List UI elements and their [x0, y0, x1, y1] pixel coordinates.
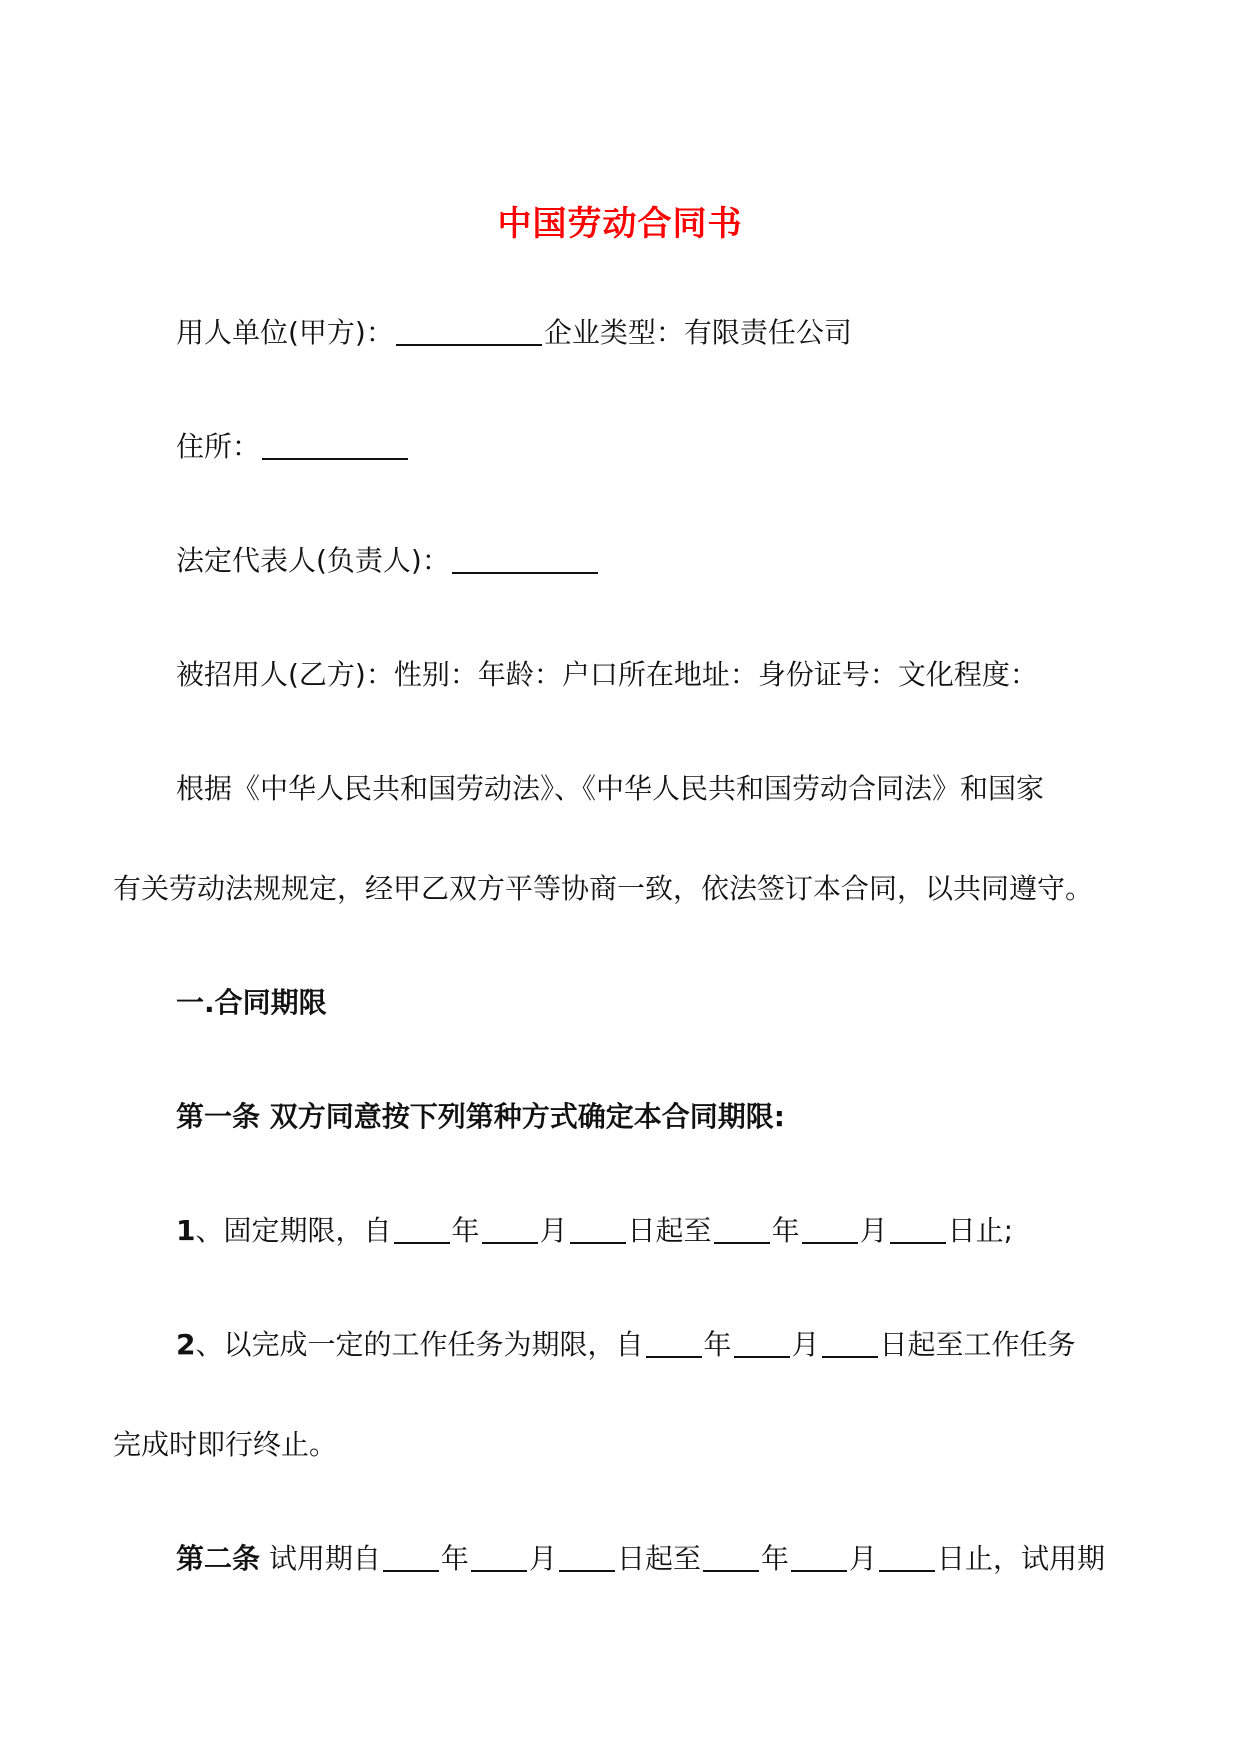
article-2-end-month-blank[interactable] [791, 1540, 847, 1572]
article-2-end-month-label: 月 [848, 1542, 877, 1575]
item-1-end-year-label: 年 [771, 1214, 800, 1247]
item-2 [176, 1325, 1076, 1365]
article-2 [176, 1539, 1105, 1579]
item-2-tail: 日起至工作任务 [879, 1328, 1076, 1361]
item-1-start-year-blank[interactable] [394, 1212, 450, 1244]
article-2-lead: 试用期自 [260, 1542, 381, 1575]
address-label: 住所： [176, 430, 261, 463]
item-2-month-blank[interactable] [734, 1326, 790, 1358]
article-2-start-day-blank[interactable] [559, 1540, 615, 1572]
item-1-start-day-blank[interactable] [570, 1212, 626, 1244]
item-1-day-end-label: 日止; [947, 1214, 1014, 1247]
address-line [176, 427, 410, 467]
document-title: 中国劳动合同书 [497, 204, 743, 244]
employee-line: 被招用人(乙方)：性别：年龄：户口所在地址：身份证号：文化程度： [176, 658, 1038, 691]
item-1-day-from-label: 日起至 [627, 1214, 712, 1247]
item-1-end-month-blank[interactable] [802, 1212, 858, 1244]
article-1-heading: 第一条 双方同意按下列第种方式确定本合同期限: [176, 1100, 785, 1133]
employer-blank[interactable] [396, 314, 542, 346]
employer-label: 用人单位(甲方)： [176, 316, 394, 349]
article-2-day-from-label: 日起至 [616, 1542, 701, 1575]
enterprise-type-label: 企业类型： [543, 316, 684, 349]
item-1-end-month-label: 月 [859, 1214, 888, 1247]
enterprise-type-value: 有限责任公司 [683, 316, 852, 349]
article-2-tail: 日止，试用期 [937, 1542, 1106, 1575]
article-2-end-year-label: 年 [760, 1542, 789, 1575]
item-1 [176, 1211, 1013, 1251]
item-2-continuation: 完成时即行终止。 [113, 1428, 338, 1461]
article-2-month-label: 月 [528, 1542, 557, 1575]
item-2-month-label: 月 [791, 1328, 820, 1361]
article-2-end-year-blank[interactable] [703, 1540, 759, 1572]
item-2-day-blank[interactable] [822, 1326, 878, 1358]
legal-rep-label: 法定代表人(负责人)： [176, 544, 450, 577]
item-2-year-label: 年 [703, 1328, 732, 1361]
item-1-lead: 固定期限，自 [223, 1214, 392, 1247]
item-1-year-label: 年 [451, 1214, 480, 1247]
item-2-year-blank[interactable] [646, 1326, 702, 1358]
item-2-lead: 以完成一定的工作任务为期限，自 [223, 1328, 644, 1361]
item-1-start-month-blank[interactable] [482, 1212, 538, 1244]
item-2-separator: 、 [195, 1328, 224, 1361]
item-1-end-year-blank[interactable] [714, 1212, 770, 1244]
legal-rep-blank[interactable] [452, 542, 598, 574]
address-blank[interactable] [262, 428, 408, 460]
legal-rep-line [176, 541, 600, 581]
employer-line [176, 313, 852, 353]
preamble-line-2: 有关劳动法规规定，经甲乙双方平等协商一致，依法签订本合同，以共同遵守。 [113, 872, 1094, 905]
article-2-heading: 第二条 [176, 1542, 261, 1575]
article-2-start-month-blank[interactable] [471, 1540, 527, 1572]
section-1-heading: 一.合同期限 [176, 986, 327, 1019]
article-2-start-year-blank[interactable] [383, 1540, 439, 1572]
preamble-line-1: 根据《中华人民共和国劳动法》、《中华人民共和国劳动合同法》和国家 [176, 772, 1045, 805]
item-1-number: 1 [176, 1214, 196, 1247]
article-2-end-day-blank[interactable] [879, 1540, 935, 1572]
item-1-separator: 、 [195, 1214, 224, 1247]
article-2-year-label: 年 [440, 1542, 469, 1575]
item-2-number: 2 [176, 1328, 196, 1361]
item-1-month-label: 月 [539, 1214, 568, 1247]
item-1-end-day-blank[interactable] [890, 1212, 946, 1244]
